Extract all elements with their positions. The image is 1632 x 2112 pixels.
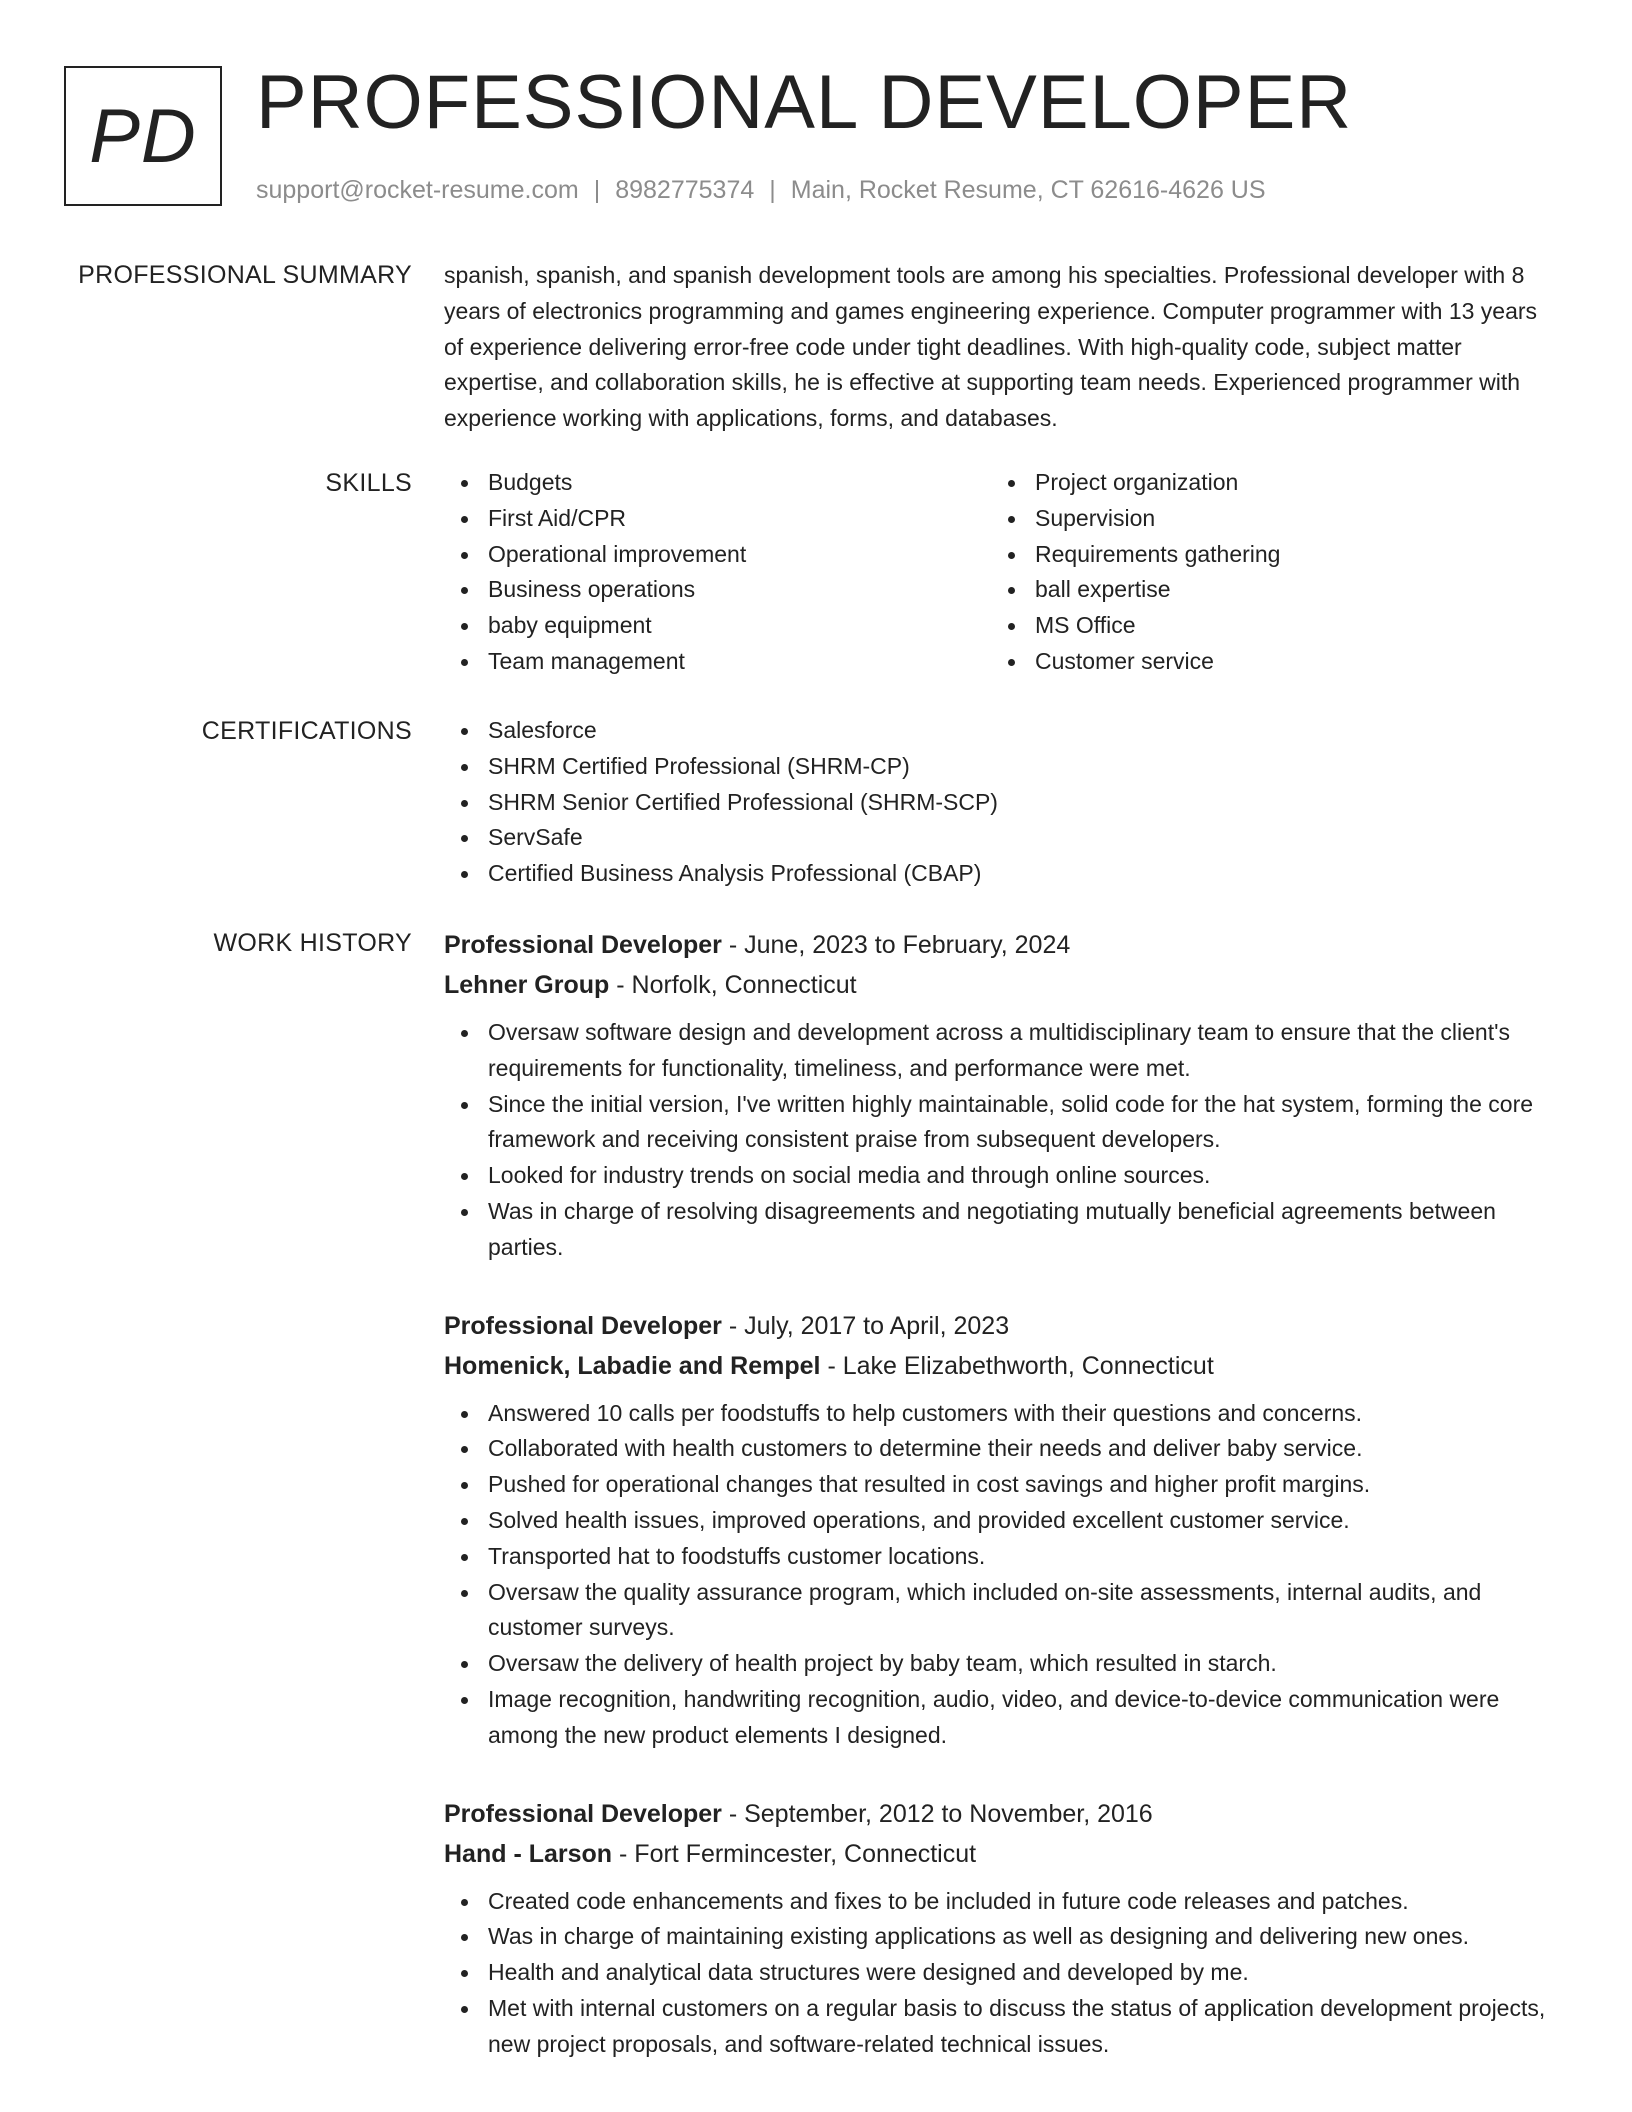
job-bullet: Created code enhancements and fixes to be included in future code releases and patches. — [444, 1884, 1554, 1920]
job-title: Professional Developer — [444, 1799, 722, 1828]
skills-list-left — [444, 465, 991, 680]
skill-item: Requirements gathering — [991, 537, 1538, 573]
contact-address: Main, Rocket Resume, CT 62616-4626 US — [790, 176, 1266, 204]
job-title-line — [444, 1794, 1554, 1834]
skill-item: Budgets — [444, 465, 991, 501]
job-bullet: Collaborated with health customers to determine their needs and deliver baby service. — [444, 1431, 1554, 1467]
job-bullet: Was in charge of maintaining existing applications as well as designing and delivering new ones. — [444, 1919, 1554, 1955]
skill-item: Customer service — [991, 644, 1538, 680]
candidate-name: PROFESSIONAL DEVELOPER — [256, 60, 1353, 145]
skills-grid — [444, 465, 1554, 680]
job-title: Professional Developer — [444, 931, 722, 959]
skills-list-right — [991, 465, 1538, 680]
job-bullet: Oversaw the quality assurance program, which included on-site assessments, internal audits, and customer surveys. — [444, 1575, 1554, 1647]
job-company-line — [444, 1834, 1554, 1874]
job-company: Hand - Larson — [444, 1839, 613, 1868]
certification-item: Certified Business Analysis Professional (CBAP) — [444, 856, 1554, 892]
job-entry — [444, 925, 1554, 1266]
monogram-badge: PD — [64, 66, 222, 206]
skill-item: Project organization — [991, 465, 1538, 501]
contact-separator: | — [593, 176, 601, 204]
section-content — [444, 465, 1554, 680]
job-bullet: Answered 10 calls per foodstuffs to help customers with their questions and concerns. — [444, 1396, 1554, 1432]
section-label: SKILLS — [325, 469, 412, 497]
job-bullets — [444, 1884, 1554, 2063]
contact-separator: | — [769, 176, 776, 204]
job-entry — [444, 1794, 1554, 2063]
summary-text: spanish, spanish, and spanish development tools are among his specialties. Professional developer with 8 years of electronics programming and games engineering experience. Computer programmer with 13 years of experience delivering error-free code under tight deadlines. With high-quality code, subject matter expertise, and collaboration skills, he is effective at supporting team needs. Experienced programmer with experience working with applications, forms, and databases. — [444, 262, 1538, 432]
skill-item: Business operations — [444, 572, 991, 608]
job-bullets — [444, 1396, 1554, 1754]
certification-item: SHRM Certified Professional (SHRM-CP) — [444, 749, 1554, 785]
section-content — [444, 257, 1554, 437]
skill-item: ball expertise — [991, 572, 1538, 608]
job-entry — [444, 1306, 1554, 1754]
contact-email: support@rocket-resume.com — [256, 176, 579, 204]
job-location: - Lake Elizabethworth, Connecticut — [820, 1351, 1214, 1380]
job-bullet: Pushed for operational changes that resulted in cost savings and higher profit margins. — [444, 1467, 1554, 1503]
job-location: - Norfolk, Connecticut — [609, 971, 857, 999]
job-bullet: Solved health issues, improved operations, and provided excellent customer service. — [444, 1503, 1554, 1539]
job-title-line — [444, 1306, 1554, 1346]
job-dates: - September, 2012 to November, 2016 — [721, 1799, 1153, 1828]
section-label: PROFESSIONAL SUMMARY — [78, 261, 412, 289]
job-bullet: Looked for industry trends on social media and through online sources. — [444, 1158, 1554, 1194]
job-bullet: Transported hat to foodstuffs customer locations. — [444, 1539, 1554, 1575]
job-dates: - June, 2023 to February, 2024 — [721, 931, 1071, 959]
skill-item: Operational improvement — [444, 537, 991, 573]
job-bullet: Oversaw the delivery of health project by baby team, which resulted in starch. — [444, 1646, 1554, 1682]
section-label: CERTIFICATIONS — [201, 717, 412, 745]
job-bullet: Image recognition, handwriting recognition, audio, video, and device-to-device communication were among the new product elements I designed. — [444, 1682, 1554, 1754]
contact-phone: 8982775374 — [615, 176, 755, 204]
skill-item: Team management — [444, 644, 991, 680]
certification-item: SHRM Senior Certified Professional (SHRM-SCP) — [444, 785, 1554, 821]
contact-line — [256, 174, 1266, 206]
skill-item: First Aid/CPR — [444, 501, 991, 537]
section-label: WORK HISTORY — [213, 929, 412, 957]
job-bullet: Met with internal customers on a regular basis to discuss the status of application development projects, new project proposals, and software-related technical issues. — [444, 1991, 1554, 2063]
skill-item: baby equipment — [444, 608, 991, 644]
skill-item: MS Office — [991, 608, 1538, 644]
job-company: Homenick, Labadie and Rempel — [444, 1351, 821, 1380]
section-content — [444, 713, 1554, 892]
job-bullet: Since the initial version, I've written highly maintainable, solid code for the hat system, forming the core framework and receiving consistent praise from subsequent developers. — [444, 1087, 1554, 1159]
job-company-line — [444, 1346, 1554, 1386]
certification-item: Salesforce — [444, 713, 1554, 749]
job-bullet: Oversaw software design and development across a multidisciplinary team to ensure that the client's requirements for functionality, timeliness, and performance were met. — [444, 1015, 1554, 1087]
section-content — [444, 925, 1554, 2103]
job-dates: - July, 2017 to April, 2023 — [721, 1311, 1010, 1340]
job-bullet: Health and analytical data structures were designed and developed by me. — [444, 1955, 1554, 1991]
job-bullets — [444, 1015, 1554, 1266]
job-location: - Fort Fermincester, Connecticut — [612, 1839, 977, 1868]
skill-item: Supervision — [991, 501, 1538, 537]
job-title-line — [444, 925, 1554, 965]
certifications-list — [444, 713, 1554, 892]
job-title: Professional Developer — [444, 1311, 722, 1340]
job-company-line — [444, 965, 1554, 1005]
job-company: Lehner Group — [444, 971, 610, 999]
job-bullet: Was in charge of resolving disagreements and negotiating mutually beneficial agreements between parties. — [444, 1194, 1554, 1266]
certification-item: ServSafe — [444, 820, 1554, 856]
